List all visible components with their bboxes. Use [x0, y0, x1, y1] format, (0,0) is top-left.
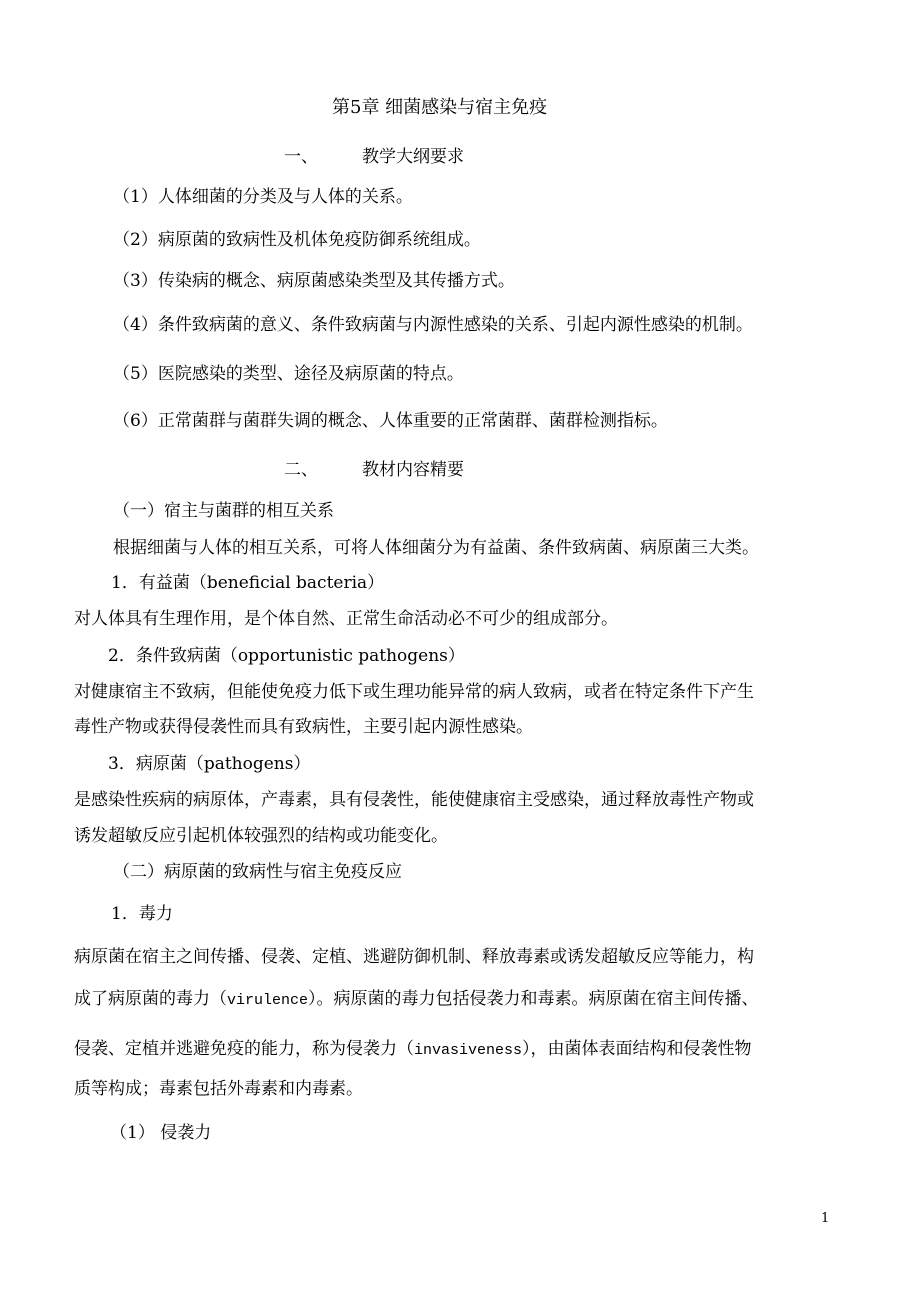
item-label: 1．毒力 — [111, 904, 173, 924]
paragraph-line: 是感染性疾病的病原体，产毒素，具有侵袭性，能使健康宿主受感染，通过释放毒性产物或 — [74, 790, 754, 810]
section-number: 一、 — [284, 147, 318, 167]
text: 成了病原菌的毒力（ — [74, 989, 227, 1009]
section-text: 教学大纲要求 — [362, 147, 464, 167]
objective-item: （3）传染病的概念、病原菌感染类型及其传播方式。 — [113, 271, 515, 291]
page-number: 1 — [821, 1211, 830, 1226]
section-heading-2 — [284, 459, 464, 481]
paragraph-line: 诱发超敏反应引起机体较强烈的结构或功能变化。 — [74, 826, 448, 846]
paragraph-line: 毒性产物或获得侵袭性而具有致病性，主要引起内源性感染。 — [74, 717, 533, 737]
term: invasiveness — [414, 1042, 523, 1059]
term: virulence — [227, 992, 309, 1009]
paragraph-line — [74, 1038, 752, 1062]
objective-item: （6）正常菌群与菌群失调的概念、人体重要的正常菌群、菌群检测指标。 — [113, 411, 668, 431]
paragraph: 根据细菌与人体的相互关系，可将人体细菌分为有益菌、条件致病菌、病原菌三大类。 — [113, 538, 759, 558]
sub-item-label: （1） 侵袭力 — [110, 1123, 212, 1143]
item-label: 1．有益菌（beneficial bacteria） — [111, 573, 385, 593]
section-text: 教材内容精要 — [362, 460, 464, 480]
item-label: 3．病原菌（pathogens） — [108, 754, 311, 774]
paragraph-line — [74, 988, 759, 1012]
item-label: 2．条件致病菌（opportunistic pathogens） — [108, 646, 465, 666]
objective-item: （5）医院感染的类型、途径及病原菌的特点。 — [113, 364, 464, 384]
text: ），由菌体表面结构和侵袭性物 — [522, 1039, 752, 1059]
section-heading-1 — [284, 146, 464, 168]
paragraph: 对人体具有生理作用，是个体自然、正常生命活动必不可少的组成部分。 — [74, 609, 618, 629]
paragraph-line: 对健康宿主不致病，但能使免疫力低下或生理功能异常的病人致病，或者在特定条件下产生 — [74, 682, 754, 702]
text: ）。病原菌的毒力包括侵袭力和毒素。病原菌在宿主间传播、 — [308, 989, 759, 1009]
subsection-heading: （二）病原菌的致病性与宿主免疫反应 — [113, 862, 402, 882]
objective-item: （1）人体细菌的分类及与人体的关系。 — [113, 187, 413, 207]
objective-item: （2）病原菌的致病性及机体免疫防御系统组成。 — [113, 230, 481, 250]
objective-item: （4）条件致病菌的意义、条件致病菌与内源性感染的关系、引起内源性感染的机制。 — [113, 315, 753, 335]
text: 侵袭、定植并逃避免疫的能力，称为侵袭力（ — [74, 1039, 414, 1059]
subsection-heading: （一）宿主与菌群的相互关系 — [113, 501, 334, 521]
paragraph-line: 病原菌在宿主之间传播、侵袭、定植、逃避防御机制、释放毒素或诱发超敏反应等能力，构 — [74, 947, 754, 967]
chapter-title: 第5章 细菌感染与宿主免疫 — [332, 97, 548, 118]
section-number: 二、 — [284, 460, 318, 480]
paragraph-line: 质等构成；毒素包括外毒素和内毒素。 — [74, 1079, 363, 1099]
